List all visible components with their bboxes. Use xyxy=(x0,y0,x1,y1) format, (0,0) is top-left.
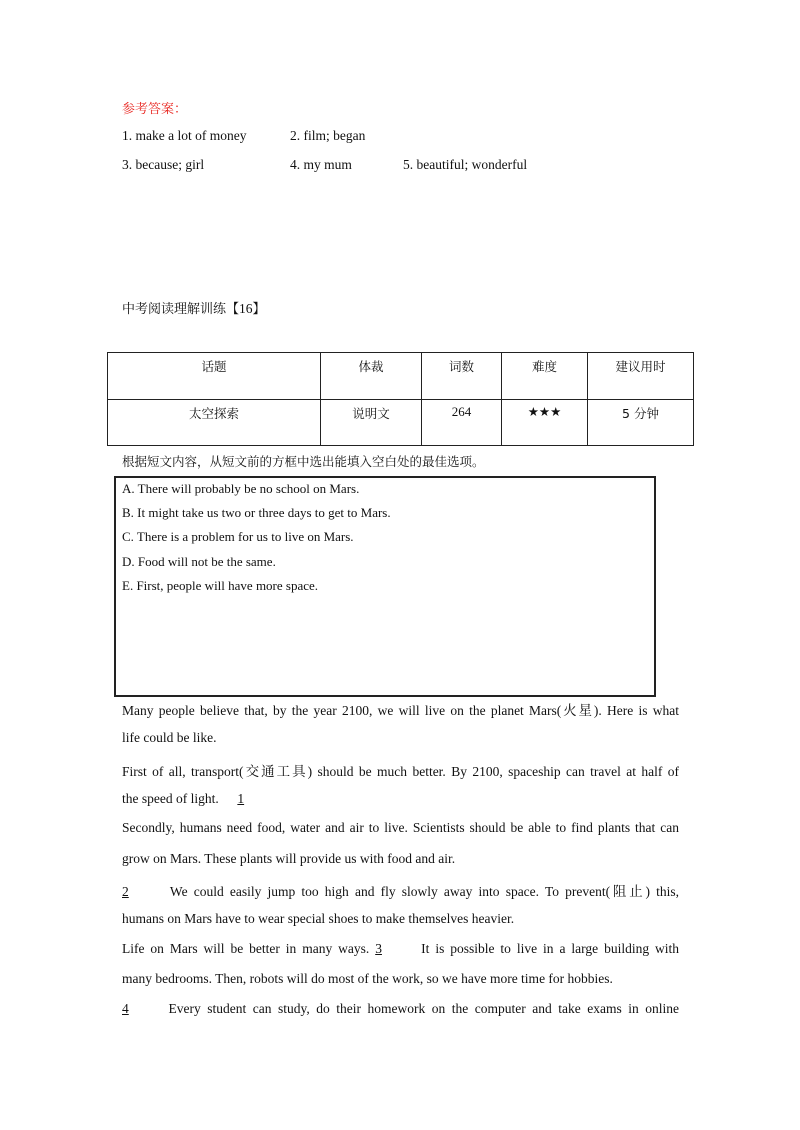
options-box xyxy=(114,476,656,697)
answer-item: 4. my mum xyxy=(290,157,352,172)
passage-line xyxy=(122,941,679,957)
passage-text: ) this, xyxy=(645,884,679,899)
passage-line xyxy=(122,880,679,900)
section-title xyxy=(122,298,266,317)
blank-1[interactable]: 1 xyxy=(237,791,245,806)
passage-text: ) should be much better. By 2100, spaceship can travel at half of xyxy=(307,764,680,779)
answer-item: 3. because; girl xyxy=(122,157,205,172)
option-item: E. First, people will have more space. xyxy=(122,578,319,593)
passage-line xyxy=(122,760,679,780)
passage-text: Many people believe that, by the year 2100, we will live on the planet Mars( xyxy=(122,703,562,718)
passage-gloss: 交通工具 xyxy=(243,764,308,780)
passage-text: Life on Mars will be better in many ways. xyxy=(122,941,370,956)
table-row xyxy=(108,353,694,400)
passage-line: Secondly, humans need food, water and air to live. Scientists should be able to find plants that can xyxy=(122,820,679,835)
passage-line xyxy=(122,791,679,807)
section-title-cn: 中考阅读理解训练【 xyxy=(122,302,240,317)
passage-text: First of all, transport( xyxy=(122,764,244,779)
passage-text: We could easily jump too high and fly slowly away into space. To prevent( xyxy=(169,884,611,899)
option-item: D. Food will not be the same. xyxy=(122,554,276,569)
blank-2[interactable]: 2 xyxy=(122,884,129,899)
blank-3[interactable]: 3 xyxy=(375,941,382,956)
instruction-text: 根据短文内容，从短文前的方框中选出能填入空白处的最佳选项。 xyxy=(122,454,485,469)
passage-text: Every student can study, do their homework on the computer and take exams in online xyxy=(168,1001,679,1016)
passage-gloss: 阻止 xyxy=(610,884,646,900)
table-row xyxy=(108,399,694,446)
answer-item: 5. beautiful; wonderful xyxy=(403,157,528,172)
answer-item: 1. make a lot of money xyxy=(122,128,247,143)
answer-heading: 参考答案： xyxy=(122,102,188,117)
passage-line: grow on Mars. These plants will provide us with food and air. xyxy=(122,851,456,866)
section-title-end: 】 xyxy=(252,302,266,317)
passage-text: the speed of light. xyxy=(122,791,219,806)
table-header-cell: 话题 xyxy=(108,353,321,400)
passage-line xyxy=(122,699,679,719)
table-cell: 5 分钟 xyxy=(588,399,694,446)
table-header-cell: 词数 xyxy=(422,353,502,400)
passage-line xyxy=(122,1001,679,1017)
table-header-cell: 难度 xyxy=(502,353,588,400)
passage-text: ). Here is what xyxy=(593,703,679,718)
table-header-cell: 建议用时 xyxy=(588,353,694,400)
section-title-number: 16 xyxy=(239,301,253,316)
passage-gloss: 火星 xyxy=(561,703,594,719)
option-item: C. There is a problem for us to live on Mars. xyxy=(122,529,354,544)
passage-line: life could be like. xyxy=(122,730,217,745)
table-cell: 太空探索 xyxy=(108,399,321,446)
table-cell: 说明文 xyxy=(321,399,422,446)
answer-item: 2. film; began xyxy=(290,128,366,143)
info-table xyxy=(107,352,694,446)
passage-line: humans on Mars have to wear special shoes to make themselves heavier. xyxy=(122,911,515,926)
option-item: A. There will probably be no school on Mars. xyxy=(122,481,360,496)
passage-line: many bedrooms. Then, robots will do most of the work, so we have more time for hobbies. xyxy=(122,971,613,986)
difficulty-stars: ★★★ xyxy=(502,399,588,446)
table-header-cell: 体裁 xyxy=(321,353,422,400)
table-cell: 264 xyxy=(422,399,502,446)
blank-4[interactable]: 4 xyxy=(122,1001,129,1016)
option-item: B. It might take us two or three days to get to Mars. xyxy=(122,505,391,520)
passage-text: It is possible to live in a large building with xyxy=(421,941,679,956)
